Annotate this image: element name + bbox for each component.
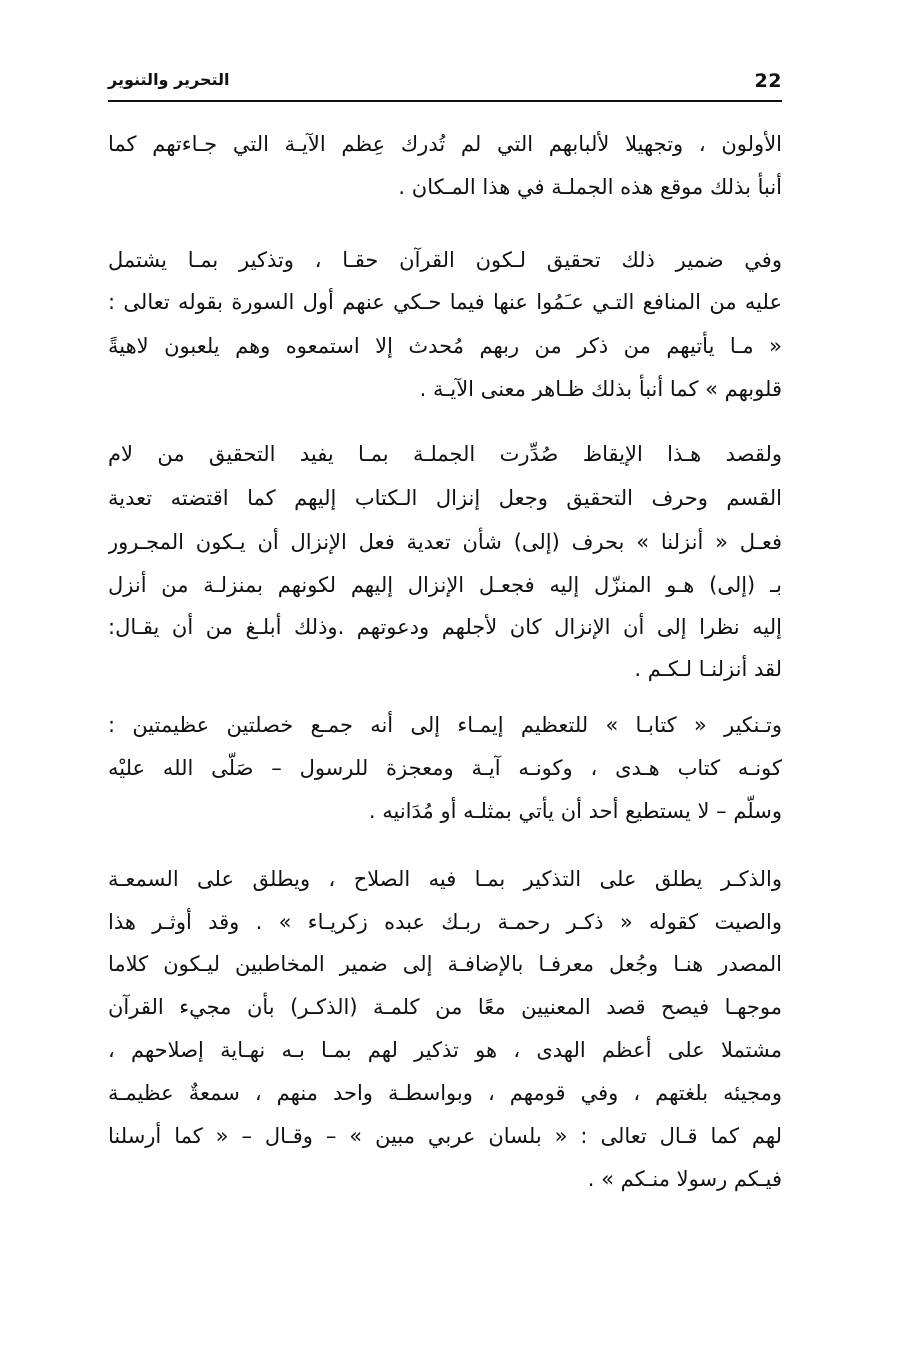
text-line: عليه من المنافع التـي عـَمُوا عنها فيما حـكي عنهم أول السورة بقوله تعالى : <box>108 290 782 314</box>
text-line: إليه نظرا إلى أن الإنزال كان لأجلهم ودعوتهم .وذلك أبلـغ من أن يقـال: <box>108 615 782 639</box>
text-line: لهم كما قـال تعالى : « بلسان عربي مبين » – وقـال – « كما أرسلنا <box>108 1124 782 1148</box>
text-line: « مـا يأتيهم من ذكر من ربهم مُحدث إلا استمعوه وهم يلعبون لاهيةً <box>108 334 782 358</box>
running-title: التحرير والتنوير <box>108 70 230 89</box>
text-line: موجهـا فيصح قصد المعنيين معًا من كلمـة (الذكـر) بأن مجيء القرآن <box>108 995 782 1019</box>
text-line: فعـل « أنزلنا » بحرف (إلى) شأن تعدية فعل الإنزال أن يـكون المجـرور <box>108 530 782 554</box>
text-line: لقد أنزلنـا لـكـم . <box>634 657 782 681</box>
text-line: القسم وحرف التحقيق وجعل إنزال الـكتاب إليهم كما اقتضته تعدية <box>108 486 782 510</box>
text-line: مشتملا على أعظم الهدى ، هو تذكير لهم بمـا بـه نهـاية إصلاحهم ، <box>108 1038 782 1062</box>
text-line: فيـكم رسولا منـكم » . <box>587 1167 782 1191</box>
text-line: والذكـر يطلق على التذكير بمـا فيه الصلاح ، ويطلق على السمعـة <box>108 867 782 891</box>
text-line: المصدر هنـا وجُعل معرفـا بالإضافـة إلى ضمير المخاطبين ليـكون كلاما <box>108 952 782 976</box>
text-line: قلوبهم » كما أنبأ بذلك ظـاهر معنى الآيـة . <box>419 377 782 401</box>
page-header <box>108 66 782 102</box>
page-number: 22 <box>754 70 782 92</box>
text-line: وتـنكير « كتابـا » للتعظيم إيمـاء إلى أنه جمـع خصلتين عظيمتين : <box>108 713 782 737</box>
text-line: وسلّم – لا يستطيع أحد أن يأتي بمثلـه أو مُدَانيه . <box>368 799 782 823</box>
text-line: وفي ضمير ذلك تحقيق لـكون القرآن حقـا ، وتذكير بمـا يشتمل <box>108 248 782 272</box>
text-line: ومجيئه بلغتهم ، وفي قومهم ، وبواسطـة واحد منهم ، سمعةٌ عظيمـة <box>108 1081 782 1105</box>
text-line: أنبأ بذلك موقع هذه الجملـة في هذا المـكان . <box>398 175 782 199</box>
text-line: والصيت كقوله « ذكـر رحمـة ربـك عبده زكريـاء » . وقد أوثـر هذا <box>108 910 782 934</box>
text-line: الأولون ، وتجهيلا لألبابهم التي لم تُدرك عِظم الآيـة التي جـاءتهم كما <box>108 132 782 156</box>
text-line: ولقصد هـذا الإيقاظ صُدِّرت الجملـة بمـا يفيد التحقيق من لام <box>108 442 782 466</box>
text-line: كونـه كتاب هـدى ، وكونـه آيـة ومعجزة للرسول – صَلّى الله عليْه <box>108 756 782 780</box>
text-line: بـ (إلى) هـو المنزّل إليه فجعـل الإنزال إليهم لكونهم بمنزلـة من أنزل <box>108 573 782 597</box>
